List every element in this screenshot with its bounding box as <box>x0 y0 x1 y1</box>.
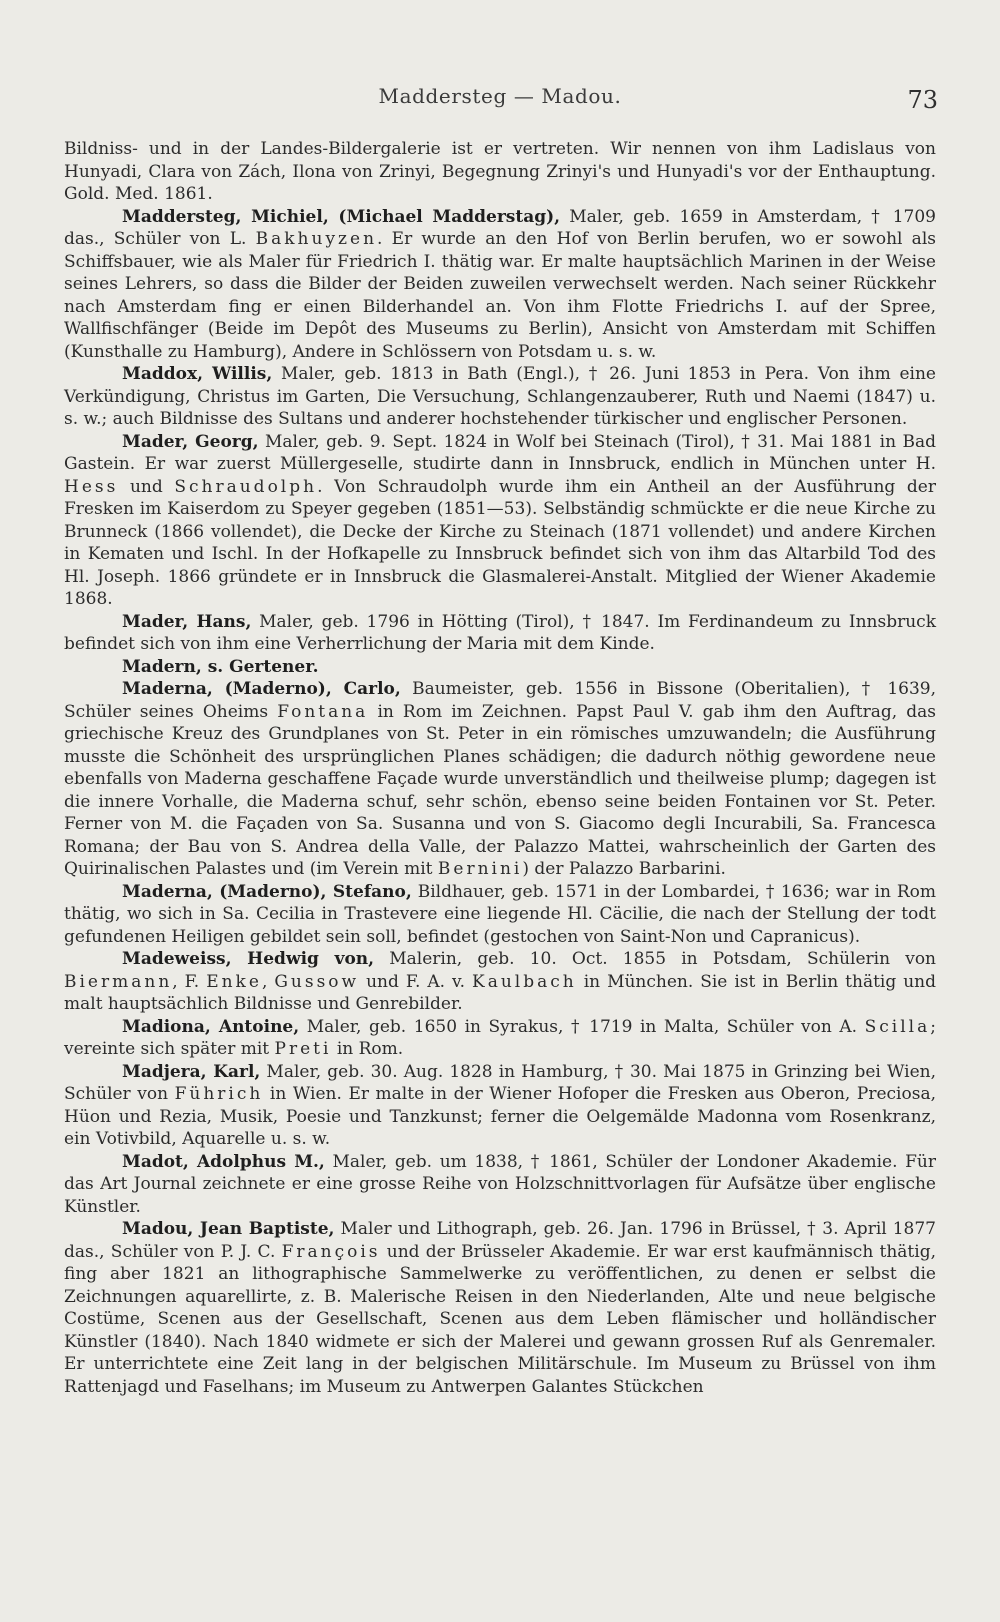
entry-text: in München. Sie ist in Berlin thätig und malt hauptsächlich Bildnisse und Genrebilder. <box>64 971 936 1014</box>
entry-text: und <box>118 476 175 497</box>
spaced-name: Hess <box>64 476 119 497</box>
entry-headword: Madeweiss, Hedwig von, <box>122 949 375 969</box>
running-title: Maddersteg — Madou. <box>378 84 622 108</box>
entry-text: ) der Palazzo Barbarini. <box>522 859 726 879</box>
running-head <box>0 84 1000 124</box>
dictionary-entry <box>64 431 936 611</box>
dictionary-entry <box>64 1016 936 1061</box>
dictionary-entry <box>64 1061 936 1151</box>
spaced-name: Schraudolph <box>174 476 318 497</box>
entry-headword: Madern, s. Gertener. <box>122 656 319 677</box>
entry-text: ; vereinte sich später mit <box>64 1016 936 1059</box>
entry-text: , <box>261 971 275 992</box>
entry-text: , F. <box>172 971 207 992</box>
entry-text: Bildniss- und in der Landes-Bildergalerie ist er vertreten. Wir nennen von ihm Ladislaus von Hunyadi, Clara von Zách, Ilona von Zrinyi, Begegnung Zrinyi's und Hunyadi's vor der Enthauptung. Gold. Med. 1861. <box>64 139 936 204</box>
spaced-name: Führich <box>174 1084 264 1104</box>
entry-headword: Madjera, Karl, <box>122 1061 261 1082</box>
entry-text: Baumeister, geb. 1556 in Bissone (Oberitalien), † 1639, Schüler seines Oheims <box>64 679 936 722</box>
entry-text: Maler und Lithograph, geb. 26. Jan. 1796 in Brüssel, † 3. April 1877 das., Schüler von P. J. C. <box>64 1219 936 1262</box>
entry-text: in Rom. <box>331 1039 404 1059</box>
entry-headword: Madiona, Antoine, <box>122 1016 300 1037</box>
entry-headword: Maddox, Willis, <box>122 364 273 384</box>
page-number: 73 <box>907 86 938 114</box>
entry-text: Maler, geb. 1813 in Bath (Engl.), † 26. Juni 1853 in Pera. Von ihm eine Verkündigung, Christus im Garten, Die Versuchung, Schlangenzauberer, Ruth und Naemi (1847) u. s. w.; auch Bildnisse des Sultans und anderer hochstehender türkischer und englischer Personen. <box>64 364 936 429</box>
entry-text: und F. A. v. <box>359 971 472 992</box>
spaced-name: Fontana <box>277 701 369 722</box>
spaced-name: Scilla <box>864 1016 931 1037</box>
entry-text: Maler, geb. um 1838, † 1861, Schüler der Londoner Akademie. Für das Art Journal zeichnete er eine grosse Reihe von Holzschnittvorlagen für Aufsätze über englische Künstler. <box>64 1151 937 1217</box>
entry-headword: Mader, Georg, <box>122 431 259 452</box>
dictionary-entry <box>64 881 936 949</box>
dictionary-entry <box>64 363 936 431</box>
entry-text: Maler, geb. 1796 in Hötting (Tirol), † 1847. Im Ferdinandeum zu Innsbruck befindet sich von ihm eine Verherrlichung der Maria mit dem Kinde. <box>64 611 936 654</box>
spaced-name: Biermann <box>64 971 173 992</box>
spaced-name: Bakhuyzen <box>255 229 378 249</box>
entry-headword: Maderna, (Maderno), Stefano, <box>122 881 412 902</box>
entry-text: in Rom im Zeichnen. Papst Paul V. gab ihm den Auftrag, das griechische Kreuz des Grundplanes von St. Peter in ein römisches umzuwandeln; die Ausführung musste die Schönheit des ursprünglichen Planes schädigen; die dadurch nöthig gewordene neue ebenfalls von Maderna geschaffene Façade wurde unverständlich und theilweise plump; dagegen ist die innere Vorhalle, die Maderna schuf, sehr schön, ebenso seine beiden Fontainen vor St. Peter. Ferner von M. die Façaden von Sa. Susanna und von S. Giacomo degli Incurabili, Sa. Francesca Romana; der Bau von S. Andrea della Valle, der Palazzo Mattei, wahrscheinlich der Garten des Quirinalischen Palastes und (im Verein mit <box>64 701 936 879</box>
dictionary-entry <box>64 948 936 1016</box>
dictionary-entry <box>64 611 936 656</box>
body-text <box>64 138 936 1398</box>
dictionary-entry <box>64 1218 936 1398</box>
entry-text: Bildhauer, geb. 1571 in der Lombardei, † 1636; war in Rom thätig, wo sich in Sa. Cecilia in Trastevere eine liegende Hl. Cäcilie, die nach der Stellung der todt gefundenen Heiligen gebildet sein soll, befindet (gestochen von Saint-Non und Capranicus). <box>64 881 936 947</box>
continuation-paragraph <box>64 138 936 206</box>
spaced-name: Bernini <box>437 859 523 879</box>
spaced-name: Gussow <box>274 971 360 992</box>
entry-text: Maler, geb. 1650 in Syrakus, † 1719 in Malta, Schüler von A. <box>299 1016 865 1037</box>
dictionary-entry <box>64 1151 936 1219</box>
spaced-name: Preti <box>274 1039 332 1059</box>
entry-text: . Von Schraudolph wurde ihm ein Antheil an der Ausführung der Fresken im Kaiserdom zu Speyer gegeben (1851—53). Selbständig schmückte er die neue Kirche zu Brunneck (1866 vollendet), die Decke der Kirche zu Steinach (1871 vollendet) und andere Kirchen in Kematen und Ischl. In der Hofkapelle zu Innsbruck befindet sich von ihm das Altarbild Tod des Hl. Joseph. 1866 gründete er in Innsbruck die Glasmalerei-Anstalt. Mitglied der Wiener Akademie 1868. <box>64 476 936 609</box>
entry-text: Maler, geb. 9. Sept. 1824 in Wolf bei Steinach (Tirol), † 31. Mai 1881 in Bad Gastein. Er war zuerst Müllergeselle, studirte dann in Innsbruck, endlich in München unter H. <box>64 431 936 474</box>
entry-headword: Maderna, (Maderno), Carlo, <box>122 679 401 699</box>
dictionary-entry <box>64 678 936 881</box>
entry-text: in Wien. Er malte in der Wiener Hofoper die Fresken aus Oberon, Preciosa, Hüon und Rezia, Musik, Poesie und Tanzkunst; ferner die Oelgemälde Madonna vom Rosenkranz, ein Votivbild, Aquarelle u. s. w. <box>64 1084 936 1149</box>
entry-text: Malerin, geb. 10. Oct. 1855 in Potsdam, Schülerin von <box>374 949 936 969</box>
dictionary-entry <box>64 656 936 679</box>
spaced-name: Kaulbach <box>472 971 577 992</box>
entry-headword: Maddersteg, Michiel, (Michael Madderstag), <box>122 206 561 227</box>
entry-text: Maler, geb. 1659 in Amsterdam, † 1709 das., Schüler von L. <box>64 206 936 249</box>
entry-headword: Madou, Jean Baptiste, <box>122 1219 335 1239</box>
entry-text: Maler, geb. 30. Aug. 1828 in Hamburg, † 30. Mai 1875 in Grinzing bei Wien, Schüler von <box>64 1061 936 1104</box>
entry-headword: Mader, Hans, <box>122 611 252 632</box>
dictionary-entry <box>64 206 936 364</box>
entry-text: . Er wurde an den Hof von Berlin berufen, wo er sowohl als Schiffsbauer, wie als Maler für Friedrich I. thätig war. Er malte hauptsächlich Marinen in der Weise seines Lehrers, so dass die Bilder der Beiden zuweilen verwechselt werden. Nach seiner Rückkehr nach Amsterdam fing er einen Bilderhandel an. Von ihm Flotte Friedrichs I. auf der Spree, Wallfischfänger (Beide im Depôt des Museums zu Berlin), Ansicht von Amsterdam mit Schiffen (Kunsthalle zu Hamburg), Andere in Schlössern von Potsdam u. s. w. <box>64 229 936 362</box>
spaced-name: François <box>281 1241 381 1262</box>
entry-headword: Madot, Adolphus M., <box>122 1151 325 1172</box>
spaced-name: Enke <box>206 971 262 992</box>
entry-text: und der Brüsseler Akademie. Er war erst kaufmännisch thätig, fing aber 1821 an lithographische Sammelwerke zu veröffentlichen, zu denen er selbst die Zeichnungen aquarellirte, z. B. Malerische Reisen in den Niederlanden, Alte und neue belgische Costüme, Scenen aus der Gesellschaft, Scenen aus dem Leben flämischer und holländischer Künstler (1840). Nach 1840 widmete er sich der Malerei und gewann grossen Ruf als Genremaler. Er unterrichtete eine Zeit lang in der belgischen Militärschule. Im Museum zu Brüssel von ihm Rattenjagd und Faselhans; im Museum zu Antwerpen Galantes Stückchen <box>64 1241 936 1397</box>
